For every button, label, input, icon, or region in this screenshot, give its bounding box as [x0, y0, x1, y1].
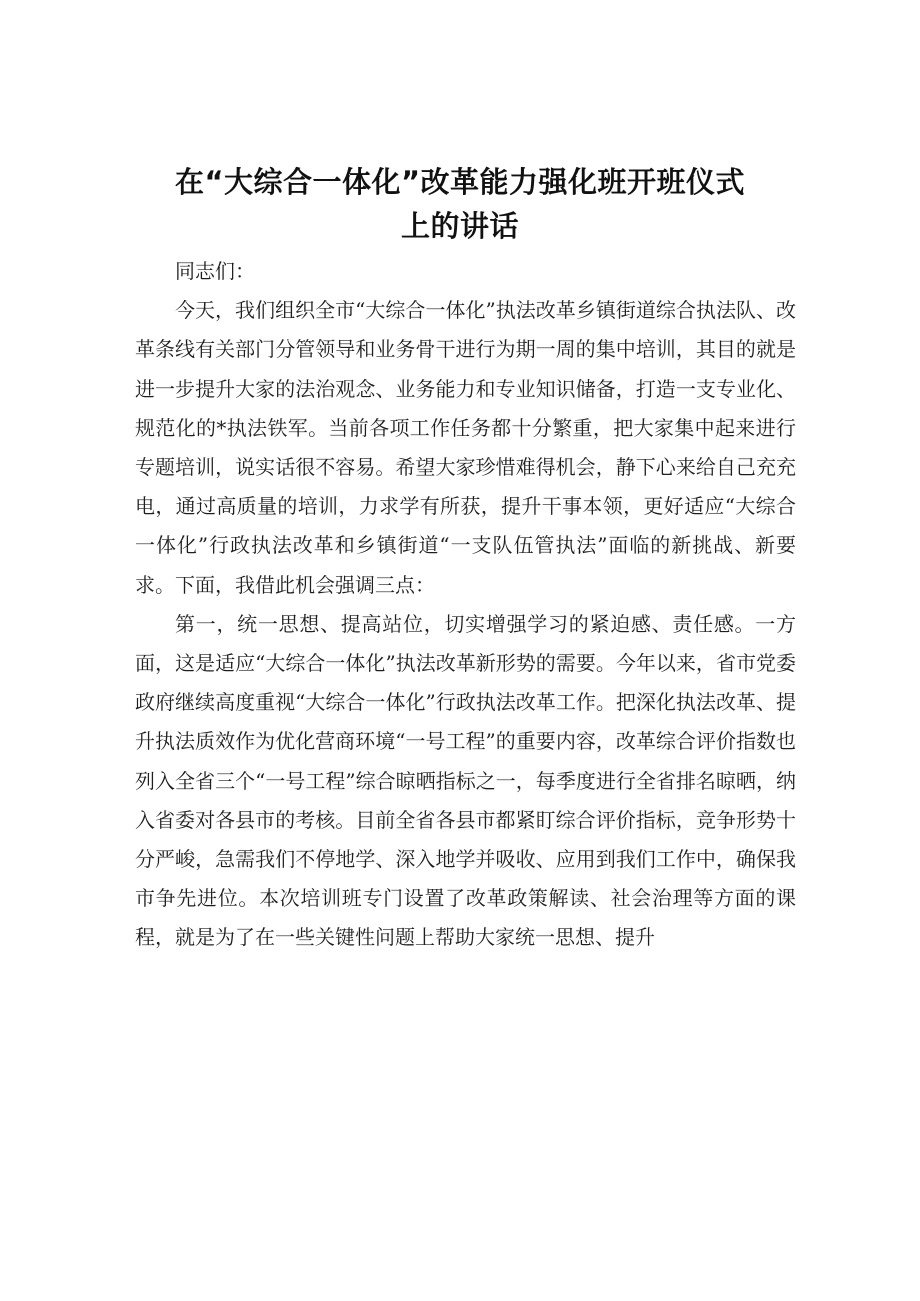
paragraph-2: 第一，统一思想、提高站位，切实增强学习的紧迫感、责任感。一方面，这是适应“大综合一体化”执法改革新形势的需要。今年以来，省市党委政府继续高度重视“大综合一体化”行政执法改革工作。把深化执法改革、提升执法质效作为优化营商环境“一号工程”的重要内容，改革综合评价指数也列入全省三个“一号工程”综合晾晒指标之一，每季度进行全省排名晾晒，纳入省委对各县市的考核。目前全省各县市都紧盯综合评价指标，竞争形势十分严峻，急需我们不停地学、深入地学并吸收、应用到我们工作中，确保我市争先进位。本次培训班专门设置了改革政策解读、社会治理等方面的课程，就是为了在一些关键性问题上帮助大家统一思想、提升	[135, 611, 796, 950]
paragraph-1: 今天，我们组织全市“大综合一体化”执法改革乡镇街道综合执法队、改革条线有关部门分管领导和业务骨干进行为期一周的集中培训，其目的就是进一步提升大家的法治观念、业务能力和专业知识储备，打造一支专业化、规范化的*执法铁军。当前各项工作任务都十分繁重，把大家集中起来进行专题培训，说实话很不容易。希望大家珍惜难得机会，静下心来给自己充充电，通过高质量的培训，力求学有所获，提升干事本领，更好适应“大综合一体化”行政执法改革和乡镇街道“一支队伍管执法”面临的新挑战、新要求。下面，我借此机会强调三点：	[135, 298, 796, 597]
title-line-1: 在“大综合一体化”改革能力强化班开班仪式	[174, 165, 746, 199]
document-title	[120, 160, 800, 248]
title-line-2: 上的讲话	[400, 209, 519, 243]
document-body	[135, 252, 796, 958]
salutation: 同志们：	[175, 259, 255, 283]
